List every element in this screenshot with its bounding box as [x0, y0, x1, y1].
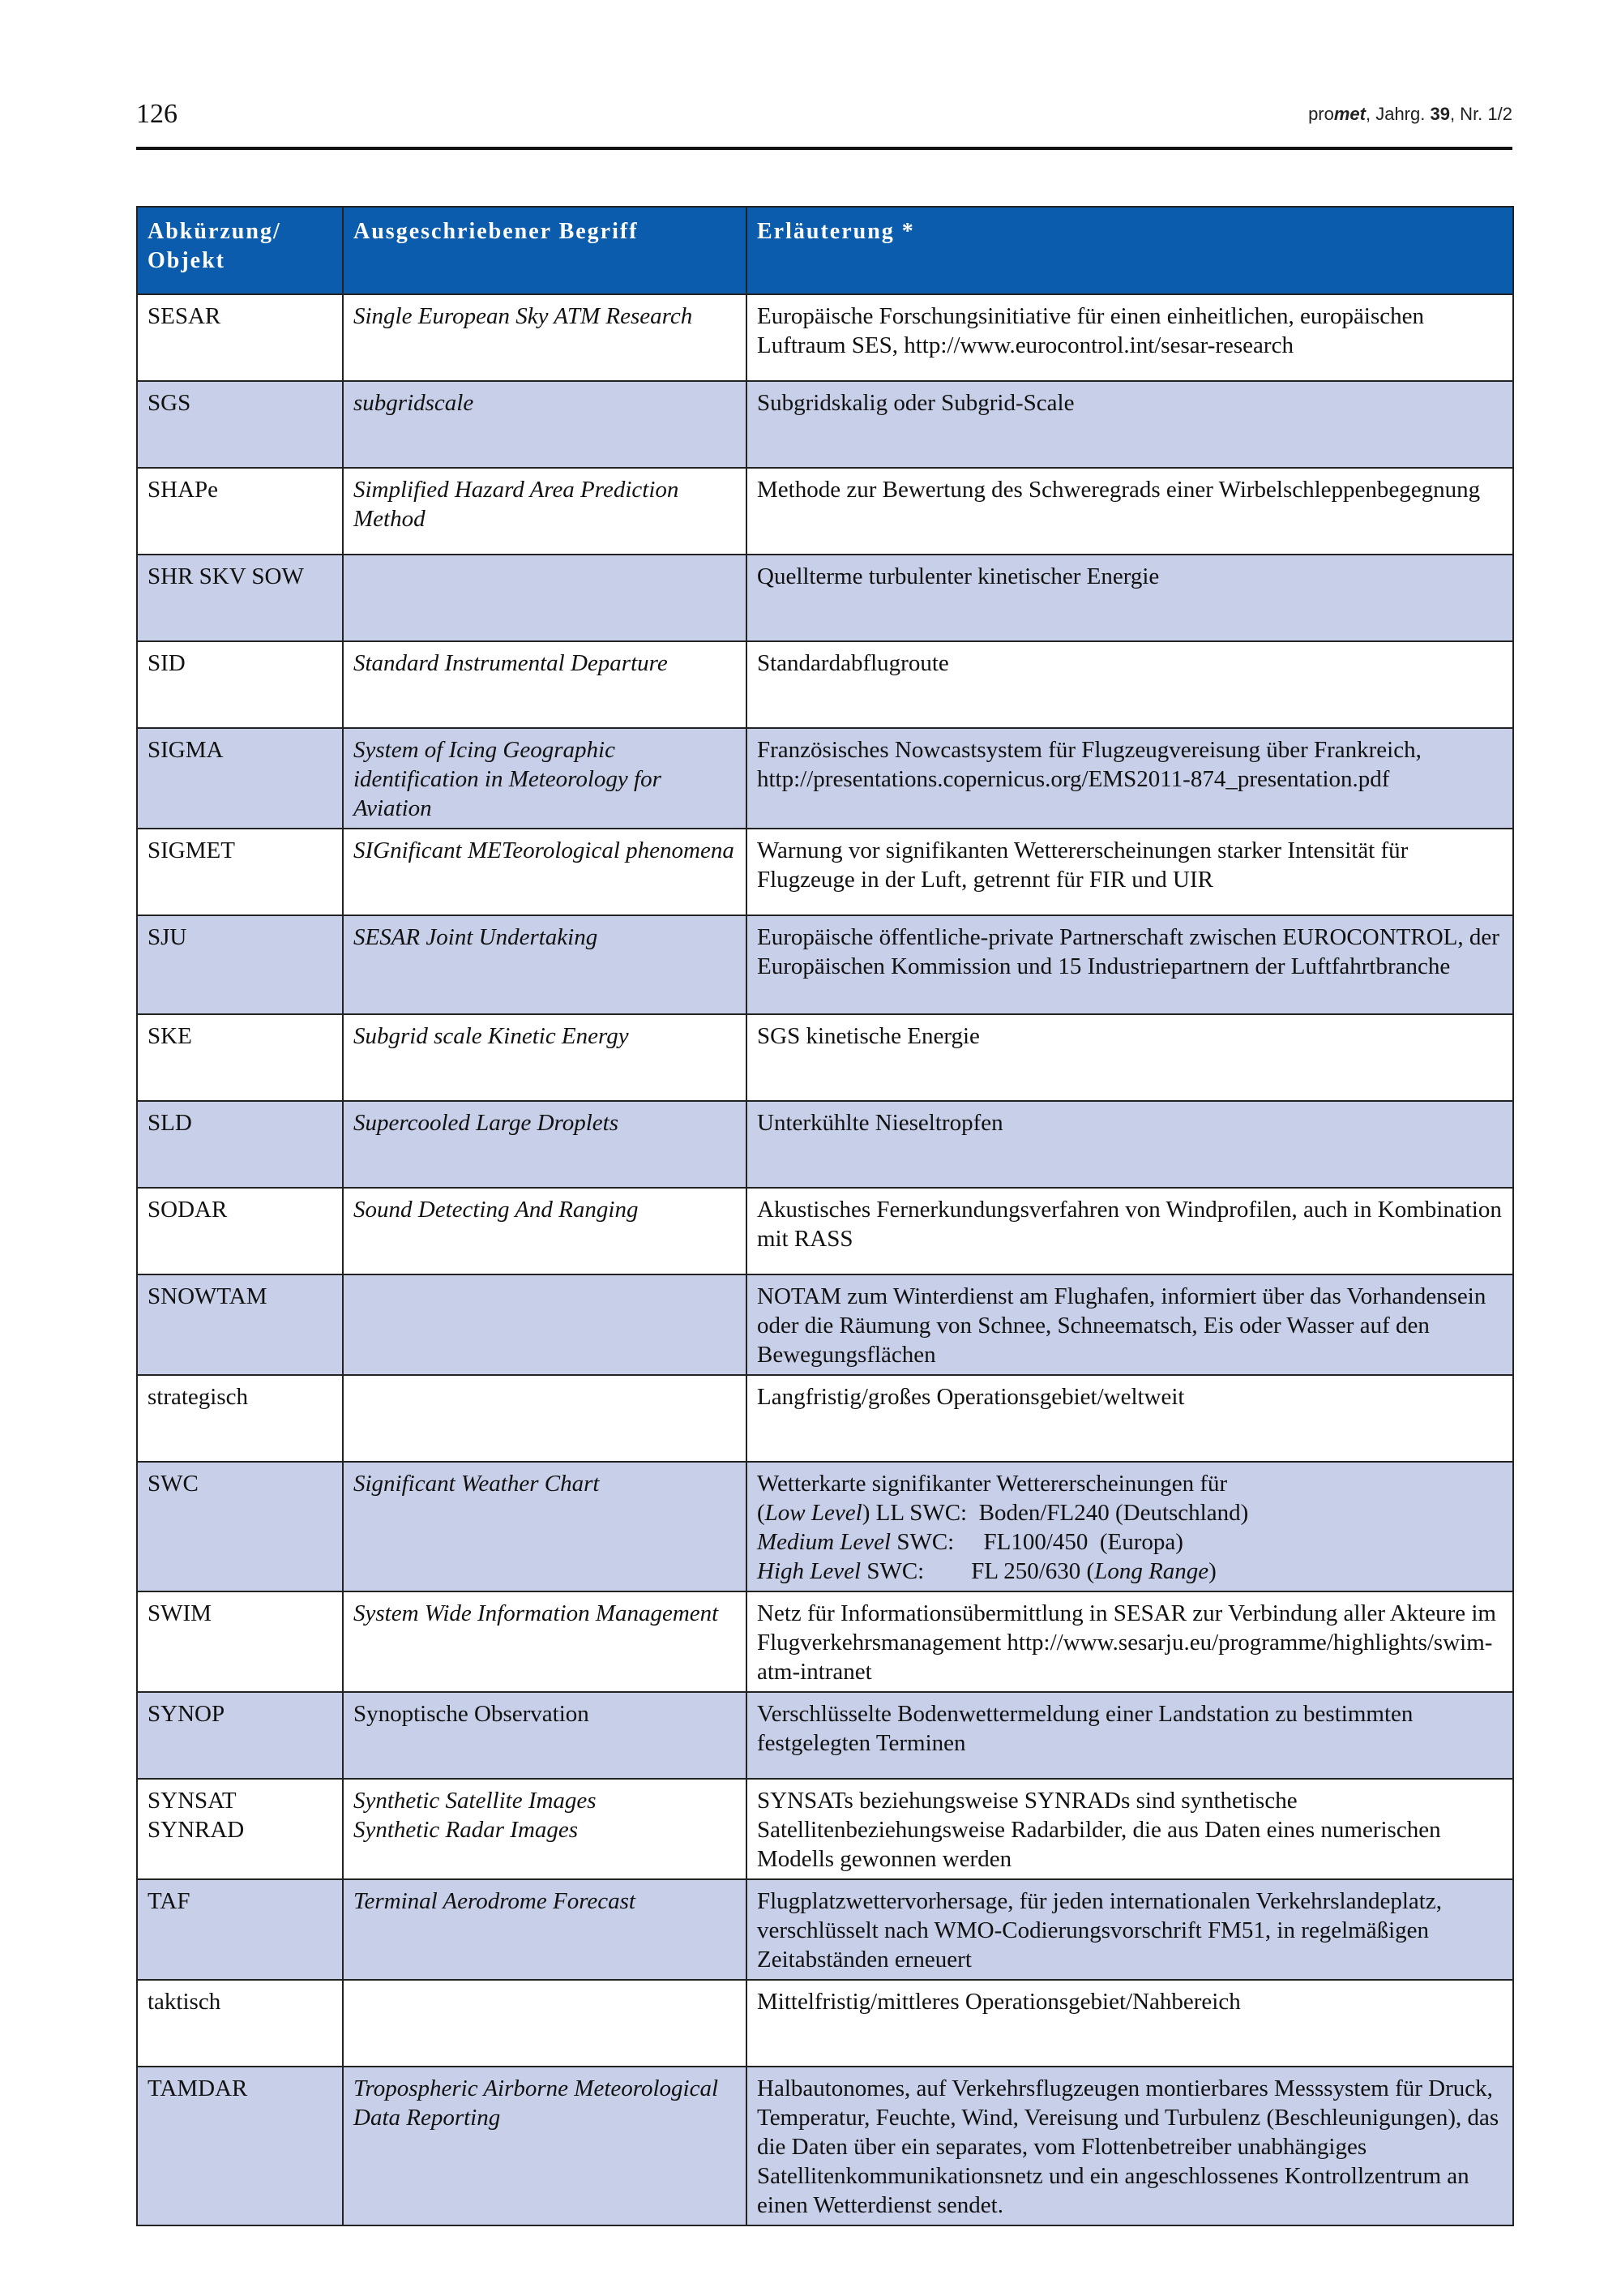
term-cell: SESAR Joint Undertaking — [343, 915, 746, 1014]
swc-high-italic: High Level — [757, 1558, 862, 1584]
desc-cell: Methode zur Bewertung des Schweregrads einer Wirbelschleppenbegegnung — [746, 468, 1513, 555]
table-row — [137, 728, 1513, 829]
journal-mid: , Jahrg. — [1365, 104, 1431, 124]
journal-issue: , Nr. 1/2 — [1449, 104, 1512, 124]
table-row — [137, 381, 1513, 468]
table-row — [137, 829, 1513, 915]
desc-cell: Europäische Forschungsinitiative für einen einheitlichen, europäischen Luftraum SES, http://www.eurocontrol.int/sesar-research — [746, 294, 1513, 381]
desc-cell: Französisches Nowcastsystem für Flugzeugvereisung über Frankreich, http://presentations.copernicus.org/EMS2011-874_presentation.pdf — [746, 728, 1513, 829]
table-row — [137, 1101, 1513, 1188]
table-row — [137, 294, 1513, 381]
swc-high-level — [757, 1557, 1503, 1586]
table-row — [137, 1980, 1513, 2067]
abbr-cell — [137, 1779, 343, 1879]
swc-medium-level — [757, 1527, 1503, 1557]
term-cell: Supercooled Large Droplets — [343, 1101, 746, 1188]
header-explanation: Erläuterung * — [746, 207, 1513, 294]
abbr-cell: strategisch — [137, 1375, 343, 1462]
page-header — [136, 96, 1512, 152]
table-row — [137, 1188, 1513, 1274]
abbr-cell: taktisch — [137, 1980, 343, 2067]
abbr-cell: SKE — [137, 1014, 343, 1101]
swc-medium-italic: Medium Level — [757, 1529, 892, 1555]
table-row — [137, 555, 1513, 641]
abbr-cell: SID — [137, 641, 343, 728]
term-cell: System of Icing Geographic identification in Meteorology for Aviation — [343, 728, 746, 829]
header-abbreviation: Abkürzung/ Objekt — [137, 207, 343, 294]
table-row — [137, 1779, 1513, 1879]
abbr-cell: SWIM — [137, 1591, 343, 1692]
abbr-cell: SJU — [137, 915, 343, 1014]
term-cell: Tropospheric Airborne Meteorological Data Reporting — [343, 2067, 746, 2225]
desc-cell: Langfristig/großes Operationsgebiet/weltweit — [746, 1375, 1513, 1462]
term-cell — [343, 1375, 746, 1462]
term-cell: Standard Instrumental Departure — [343, 641, 746, 728]
header-rule — [136, 147, 1512, 150]
table-row — [137, 2067, 1513, 2225]
abbr-cell: SODAR — [137, 1188, 343, 1274]
term-synsat: Synthetic Satellite Images — [353, 1788, 597, 1814]
journal-volume: 39 — [1430, 104, 1450, 124]
desc-cell: Standardabflugroute — [746, 641, 1513, 728]
table-row — [137, 915, 1513, 1014]
abbr-cell: TAF — [137, 1879, 343, 1980]
table-row — [137, 1375, 1513, 1462]
term-cell: Single European Sky ATM Research — [343, 294, 746, 381]
table-row — [137, 468, 1513, 555]
desc-cell: Akustisches Fernerkundungsverfahren von Windprofilen, auch in Kombination mit RASS — [746, 1188, 1513, 1274]
swc-low-level — [757, 1498, 1503, 1527]
desc-cell: Subgridskalig oder Subgrid-Scale — [746, 381, 1513, 468]
abbr-synrad: SYNRAD — [148, 1817, 245, 1843]
journal-brand: met — [1333, 104, 1366, 124]
table-row — [137, 1692, 1513, 1779]
table-header-row — [137, 207, 1513, 294]
table-row — [137, 1591, 1513, 1692]
table-row — [137, 1879, 1513, 1980]
desc-cell: NOTAM zum Winterdienst am Flughafen, informiert über das Vorhandensein oder die Räumung von Schnee, Schneematsch, Eis oder Wasser auf den Bewegungsflächen — [746, 1274, 1513, 1375]
swc-medium-post: SWC: FL100/450 (Europa) — [891, 1529, 1183, 1555]
swc-high-post: SWC: FL 250/630 ( — [861, 1558, 1095, 1584]
desc-cell — [746, 1462, 1513, 1591]
term-cell: System Wide Information Management — [343, 1591, 746, 1692]
desc-cell: Quellterme turbulenter kinetischer Energie — [746, 555, 1513, 641]
term-cell — [343, 1980, 746, 2067]
table-row — [137, 1462, 1513, 1591]
abbr-cell: SIGMET — [137, 829, 343, 915]
abbr-cell: SGS — [137, 381, 343, 468]
desc-cell: Netz für Informationsübermittlung in SESAR zur Verbindung aller Akteure im Flugverkehrsmanagement http://www.sesarju.eu/programme/highlights/swim-atm-intranet — [746, 1591, 1513, 1692]
desc-cell: Mittelfristig/mittleres Operationsgebiet/Nahbereich — [746, 1980, 1513, 2067]
abbr-cell: SWC — [137, 1462, 343, 1591]
desc-cell: SYNSATs beziehungsweise SYNRADs sind synthetische Satellitenbeziehungsweise Radarbilder, die aus Daten eines numerischen Modells gewonnen werden — [746, 1779, 1513, 1879]
abbr-synsat: SYNSAT — [148, 1788, 237, 1814]
swc-low-pre: ( — [757, 1500, 765, 1526]
desc-cell: Verschlüsselte Bodenwettermeldung einer Landstation zu bestimmten festgelegten Terminen — [746, 1692, 1513, 1779]
desc-cell: Halbautonomes, auf Verkehrsflugzeugen montierbares Messsystem für Druck, Temperatur, Feuchte, Wind, Vereisung und Turbulenz (Beschleunigungen), das die Daten über ein separates, vom Flottenbetreiber unabhängiges Satellitenkommunikationsnetz und ein angeschlossenes Kontrollzentrum an einen Wetterdienst sendet. — [746, 2067, 1513, 2225]
term-cell — [343, 555, 746, 641]
term-synrad: Synthetic Radar Images — [353, 1817, 579, 1843]
swc-low-italic: Low Level — [764, 1500, 862, 1526]
desc-cell: Unterkühlte Nieseltropfen — [746, 1101, 1513, 1188]
term-cell-plain: Synoptische Observation — [343, 1692, 746, 1779]
term-cell: Subgrid scale Kinetic Energy — [343, 1014, 746, 1101]
table-row — [137, 1274, 1513, 1375]
swc-intro: Wetterkarte signifikanter Wettererscheinungen für — [757, 1471, 1228, 1497]
abbr-cell: SESAR — [137, 294, 343, 381]
term-cell: Simplified Hazard Area Prediction Method — [343, 468, 746, 555]
abbr-cell: SLD — [137, 1101, 343, 1188]
term-cell — [343, 1779, 746, 1879]
swc-long-range-post: ) — [1208, 1558, 1217, 1584]
abbr-cell: SNOWTAM — [137, 1274, 343, 1375]
page-number: 126 — [136, 99, 177, 129]
term-cell: Sound Detecting And Ranging — [343, 1188, 746, 1274]
abbr-cell: SYNOP — [137, 1692, 343, 1779]
abbr-cell: TAMDAR — [137, 2067, 343, 2225]
header-term: Ausgeschriebener Begriff — [343, 207, 746, 294]
abbr-cell: SIGMA — [137, 728, 343, 829]
desc-cell: Flugplatzwettervorhersage, für jeden internationalen Verkehrslandeplatz, verschlüsselt nach WMO-Codierungsvorschrift FM51, in regelmäßigen Zeitabständen erneuert — [746, 1879, 1513, 1980]
swc-low-post: ) LL SWC: Boden/FL240 (Deutschland) — [862, 1500, 1249, 1526]
glossary-table — [136, 206, 1514, 2226]
desc-cell: Europäische öffentliche-private Partnerschaft zwischen EUROCONTROL, der Europäischen Kommission und 15 Industriepartnern der Luftfahrtbranche — [746, 915, 1513, 1014]
table-row — [137, 641, 1513, 728]
term-cell: SIGnificant METeorological phenomena — [343, 829, 746, 915]
desc-cell: SGS kinetische Energie — [746, 1014, 1513, 1101]
desc-cell: Warnung vor signifikanten Wettererscheinungen starker Intensität für Flugzeuge in der Luft, getrennt für FIR und UIR — [746, 829, 1513, 915]
term-cell: Significant Weather Chart — [343, 1462, 746, 1591]
journal-reference — [1308, 104, 1512, 125]
table-row — [137, 1014, 1513, 1101]
abbr-cell: SHAPe — [137, 468, 343, 555]
term-cell: Terminal Aerodrome Forecast — [343, 1879, 746, 1980]
swc-long-range-italic: Long Range — [1094, 1558, 1209, 1584]
abbr-cell: SHR SKV SOW — [137, 555, 343, 641]
term-cell: subgridscale — [343, 381, 746, 468]
journal-prefix: pro — [1308, 104, 1334, 124]
term-cell — [343, 1274, 746, 1375]
